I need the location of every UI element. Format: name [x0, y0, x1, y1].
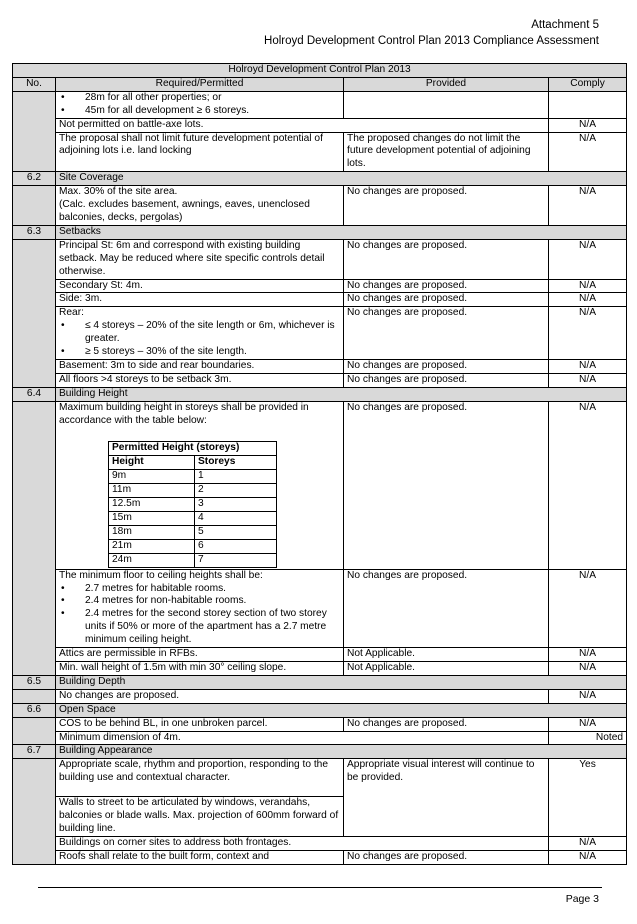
col-header-comply: Comply [549, 77, 627, 91]
provided-cell: No changes are proposed. [344, 401, 549, 569]
section-number: 6.7 [13, 745, 56, 759]
table-row [13, 850, 627, 864]
height-row [109, 470, 277, 484]
required-cell: Minimum dimension of 4m. [56, 731, 549, 745]
comply-cell: Noted [549, 731, 627, 745]
required-cell: Attics are permissible in RFBs. [56, 648, 344, 662]
attachment-label: Attachment 5 [531, 19, 599, 31]
height-col-header: Height [109, 456, 195, 470]
comply-cell: N/A [549, 359, 627, 373]
height-value: 21m [109, 539, 195, 553]
height-row [109, 484, 277, 498]
table-row [13, 717, 627, 731]
section-title: Building Depth [56, 675, 627, 689]
provided-cell: Not Applicable. [344, 661, 549, 675]
table-row [13, 661, 627, 675]
required-cell: Min. wall height of 1.5m with min 30° ceiling slope. [56, 661, 344, 675]
comply-cell: N/A [549, 850, 627, 864]
table-row [13, 648, 627, 662]
comply-cell: N/A [549, 689, 627, 703]
table-row [13, 373, 627, 387]
table-row [13, 689, 627, 703]
required-note: (Calc. excludes basement, awnings, eaves, unenclosed balconies, decks, pergolas) [59, 199, 310, 223]
list-item: • ≤ 4 storeys – 20% of the site length or 6m, whichever is greater. [85, 320, 340, 346]
table-row [13, 759, 627, 797]
section-number: 6.6 [13, 703, 56, 717]
comply-cell: N/A [549, 717, 627, 731]
comply-cell [549, 91, 627, 118]
section-row [13, 225, 627, 239]
section-number: 6.2 [13, 172, 56, 186]
comply-cell: Yes [549, 759, 627, 837]
required-cell: Basement: 3m to side and rear boundaries. [56, 359, 344, 373]
row-number-cell [13, 717, 56, 745]
storeys-value: 6 [195, 539, 277, 553]
bullet-list [59, 320, 340, 359]
list-item: • 28m for all other properties; or [85, 92, 340, 105]
comply-cell: N/A [549, 239, 627, 279]
table-row [13, 307, 627, 360]
footer-divider [38, 887, 602, 888]
list-item: • 45m for all development ≥ 6 storeys. [85, 105, 340, 118]
required-cell: Not permitted on battle-axe lots. [56, 118, 549, 132]
required-cell: Appropriate scale, rhythm and proportion, responding to the building use and contextual character. [56, 759, 344, 797]
height-value: 12.5m [109, 498, 195, 512]
table-row [13, 731, 627, 745]
comply-cell: N/A [549, 569, 627, 647]
provided-cell: No changes are proposed. [344, 186, 549, 226]
provided-cell [344, 91, 549, 118]
comply-cell: N/A [549, 307, 627, 360]
required-cell: Side: 3m. [56, 293, 344, 307]
row-number-cell [13, 759, 56, 864]
required-text: Max. 30% of the site area. [59, 186, 178, 198]
row-number-cell [13, 401, 56, 675]
row-number-cell [13, 186, 56, 226]
table-row [13, 279, 627, 293]
provided-cell: The proposed changes do not limit the future development potential of adjoining lots. [344, 132, 549, 172]
row-number-cell [13, 91, 56, 171]
comply-cell: N/A [549, 836, 627, 850]
comply-cell: N/A [549, 186, 627, 226]
section-row [13, 745, 627, 759]
list-item: • 2.4 metres for the second storey section of two storey units if 50% or more of the apartment has a 2.7 metre minimum ceiling height. [85, 608, 340, 647]
height-value: 15m [109, 512, 195, 526]
column-header-row [13, 77, 627, 91]
required-cell: COS to be behind BL, in one unbroken parcel. [56, 717, 344, 731]
section-number: 6.5 [13, 675, 56, 689]
required-cell: All floors >4 storeys to be setback 3m. [56, 373, 344, 387]
provided-cell: No changes are proposed. [344, 307, 549, 360]
provided-cell: No changes are proposed. [344, 359, 549, 373]
section-title: Open Space [56, 703, 627, 717]
table-row [13, 836, 627, 850]
bullet-list [59, 92, 340, 118]
height-row [109, 512, 277, 526]
provided-cell: No changes are proposed. [344, 279, 549, 293]
section-title: Building Appearance [56, 745, 627, 759]
height-value: 24m [109, 553, 195, 567]
required-cell [56, 307, 344, 360]
required-cell: Principal St: 6m and correspond with existing building setback. May be reduced where site specific controls detail otherwise. [56, 239, 344, 279]
section-row [13, 703, 627, 717]
document-subtitle: Holroyd Development Control Plan 2013 Compliance Assessment [264, 35, 599, 47]
table-title: Holroyd Development Control Plan 2013 [13, 64, 627, 78]
section-title: Setbacks [56, 225, 627, 239]
provided-cell: No changes are proposed. [344, 569, 549, 647]
provided-cell: Not Applicable. [344, 648, 549, 662]
storeys-value: 2 [195, 484, 277, 498]
table-row [13, 239, 627, 279]
comply-cell: N/A [549, 118, 627, 132]
provided-cell: No changes are proposed. [344, 239, 549, 279]
provided-cell: No changes are proposed. [344, 850, 549, 864]
comply-cell: N/A [549, 279, 627, 293]
section-row [13, 172, 627, 186]
required-cell [56, 186, 344, 226]
storeys-value: 5 [195, 525, 277, 539]
list-item: • ≥ 5 storeys – 30% of the site length. [85, 346, 340, 359]
page-number: Page 3 [565, 893, 599, 905]
permitted-height-table [108, 441, 277, 567]
comply-cell: N/A [549, 373, 627, 387]
comply-cell: N/A [549, 648, 627, 662]
storeys-col-header: Storeys [195, 456, 277, 470]
section-title: Building Height [56, 387, 627, 401]
required-cell: Roofs shall relate to the built form, context and [56, 850, 344, 864]
section-row [13, 675, 627, 689]
table-row [13, 91, 627, 118]
storeys-value: 4 [195, 512, 277, 526]
height-row [109, 498, 277, 512]
row-number-cell [13, 239, 56, 387]
required-text: The minimum floor to ceiling heights shall be: [59, 569, 263, 581]
table-row [13, 401, 627, 569]
comply-cell: N/A [549, 661, 627, 675]
height-row [109, 525, 277, 539]
height-value: 9m [109, 470, 195, 484]
height-row [109, 553, 277, 567]
compliance-table [12, 63, 627, 865]
table-row [13, 293, 627, 307]
storeys-value: 3 [195, 498, 277, 512]
storeys-value: 1 [195, 470, 277, 484]
row-number-cell [13, 689, 56, 703]
table-row [13, 118, 627, 132]
table-row [13, 186, 627, 226]
provided-cell: No changes are proposed. [344, 293, 549, 307]
list-item: • 2.7 metres for habitable rooms. [85, 583, 340, 596]
required-cell [56, 401, 344, 569]
required-cell: Secondary St: 4m. [56, 279, 344, 293]
col-header-provided: Provided [344, 77, 549, 91]
required-cell: No changes are proposed. [56, 689, 549, 703]
required-cell [56, 91, 344, 118]
height-table-title: Permitted Height (storeys) [109, 442, 277, 456]
required-cell: Buildings on corner sites to address both frontages. [56, 836, 549, 850]
provided-cell: No changes are proposed. [344, 717, 549, 731]
table-row [13, 359, 627, 373]
col-header-required: Required/Permitted [56, 77, 344, 91]
provided-cell: Appropriate visual interest will continue to be provided. [344, 759, 549, 837]
page-header [264, 17, 599, 49]
section-title: Site Coverage [56, 172, 627, 186]
height-row [109, 539, 277, 553]
height-value: 18m [109, 525, 195, 539]
list-item: • 2.4 metres for non-habitable rooms. [85, 595, 340, 608]
comply-cell: N/A [549, 132, 627, 172]
comply-cell: N/A [549, 401, 627, 569]
storeys-value: 7 [195, 553, 277, 567]
required-text: Maximum building height in storeys shall be provided in accordance with the table below: [59, 401, 309, 426]
col-header-no: No. [13, 77, 56, 91]
required-text: Rear: [59, 307, 84, 319]
required-cell: Walls to street to be articulated by windows, verandahs, balconies or blade walls. Max. projection of 600mm forward of building line. [56, 797, 344, 837]
height-value: 11m [109, 484, 195, 498]
comply-cell: N/A [549, 293, 627, 307]
section-number: 6.3 [13, 225, 56, 239]
table-row [13, 569, 627, 647]
required-cell [56, 569, 344, 647]
bullet-list [59, 583, 340, 648]
required-cell: The proposal shall not limit future development potential of adjoining lots i.e. land locking [56, 132, 344, 172]
section-number: 6.4 [13, 387, 56, 401]
provided-cell: No changes are proposed. [344, 373, 549, 387]
table-row [13, 132, 627, 172]
section-row [13, 387, 627, 401]
